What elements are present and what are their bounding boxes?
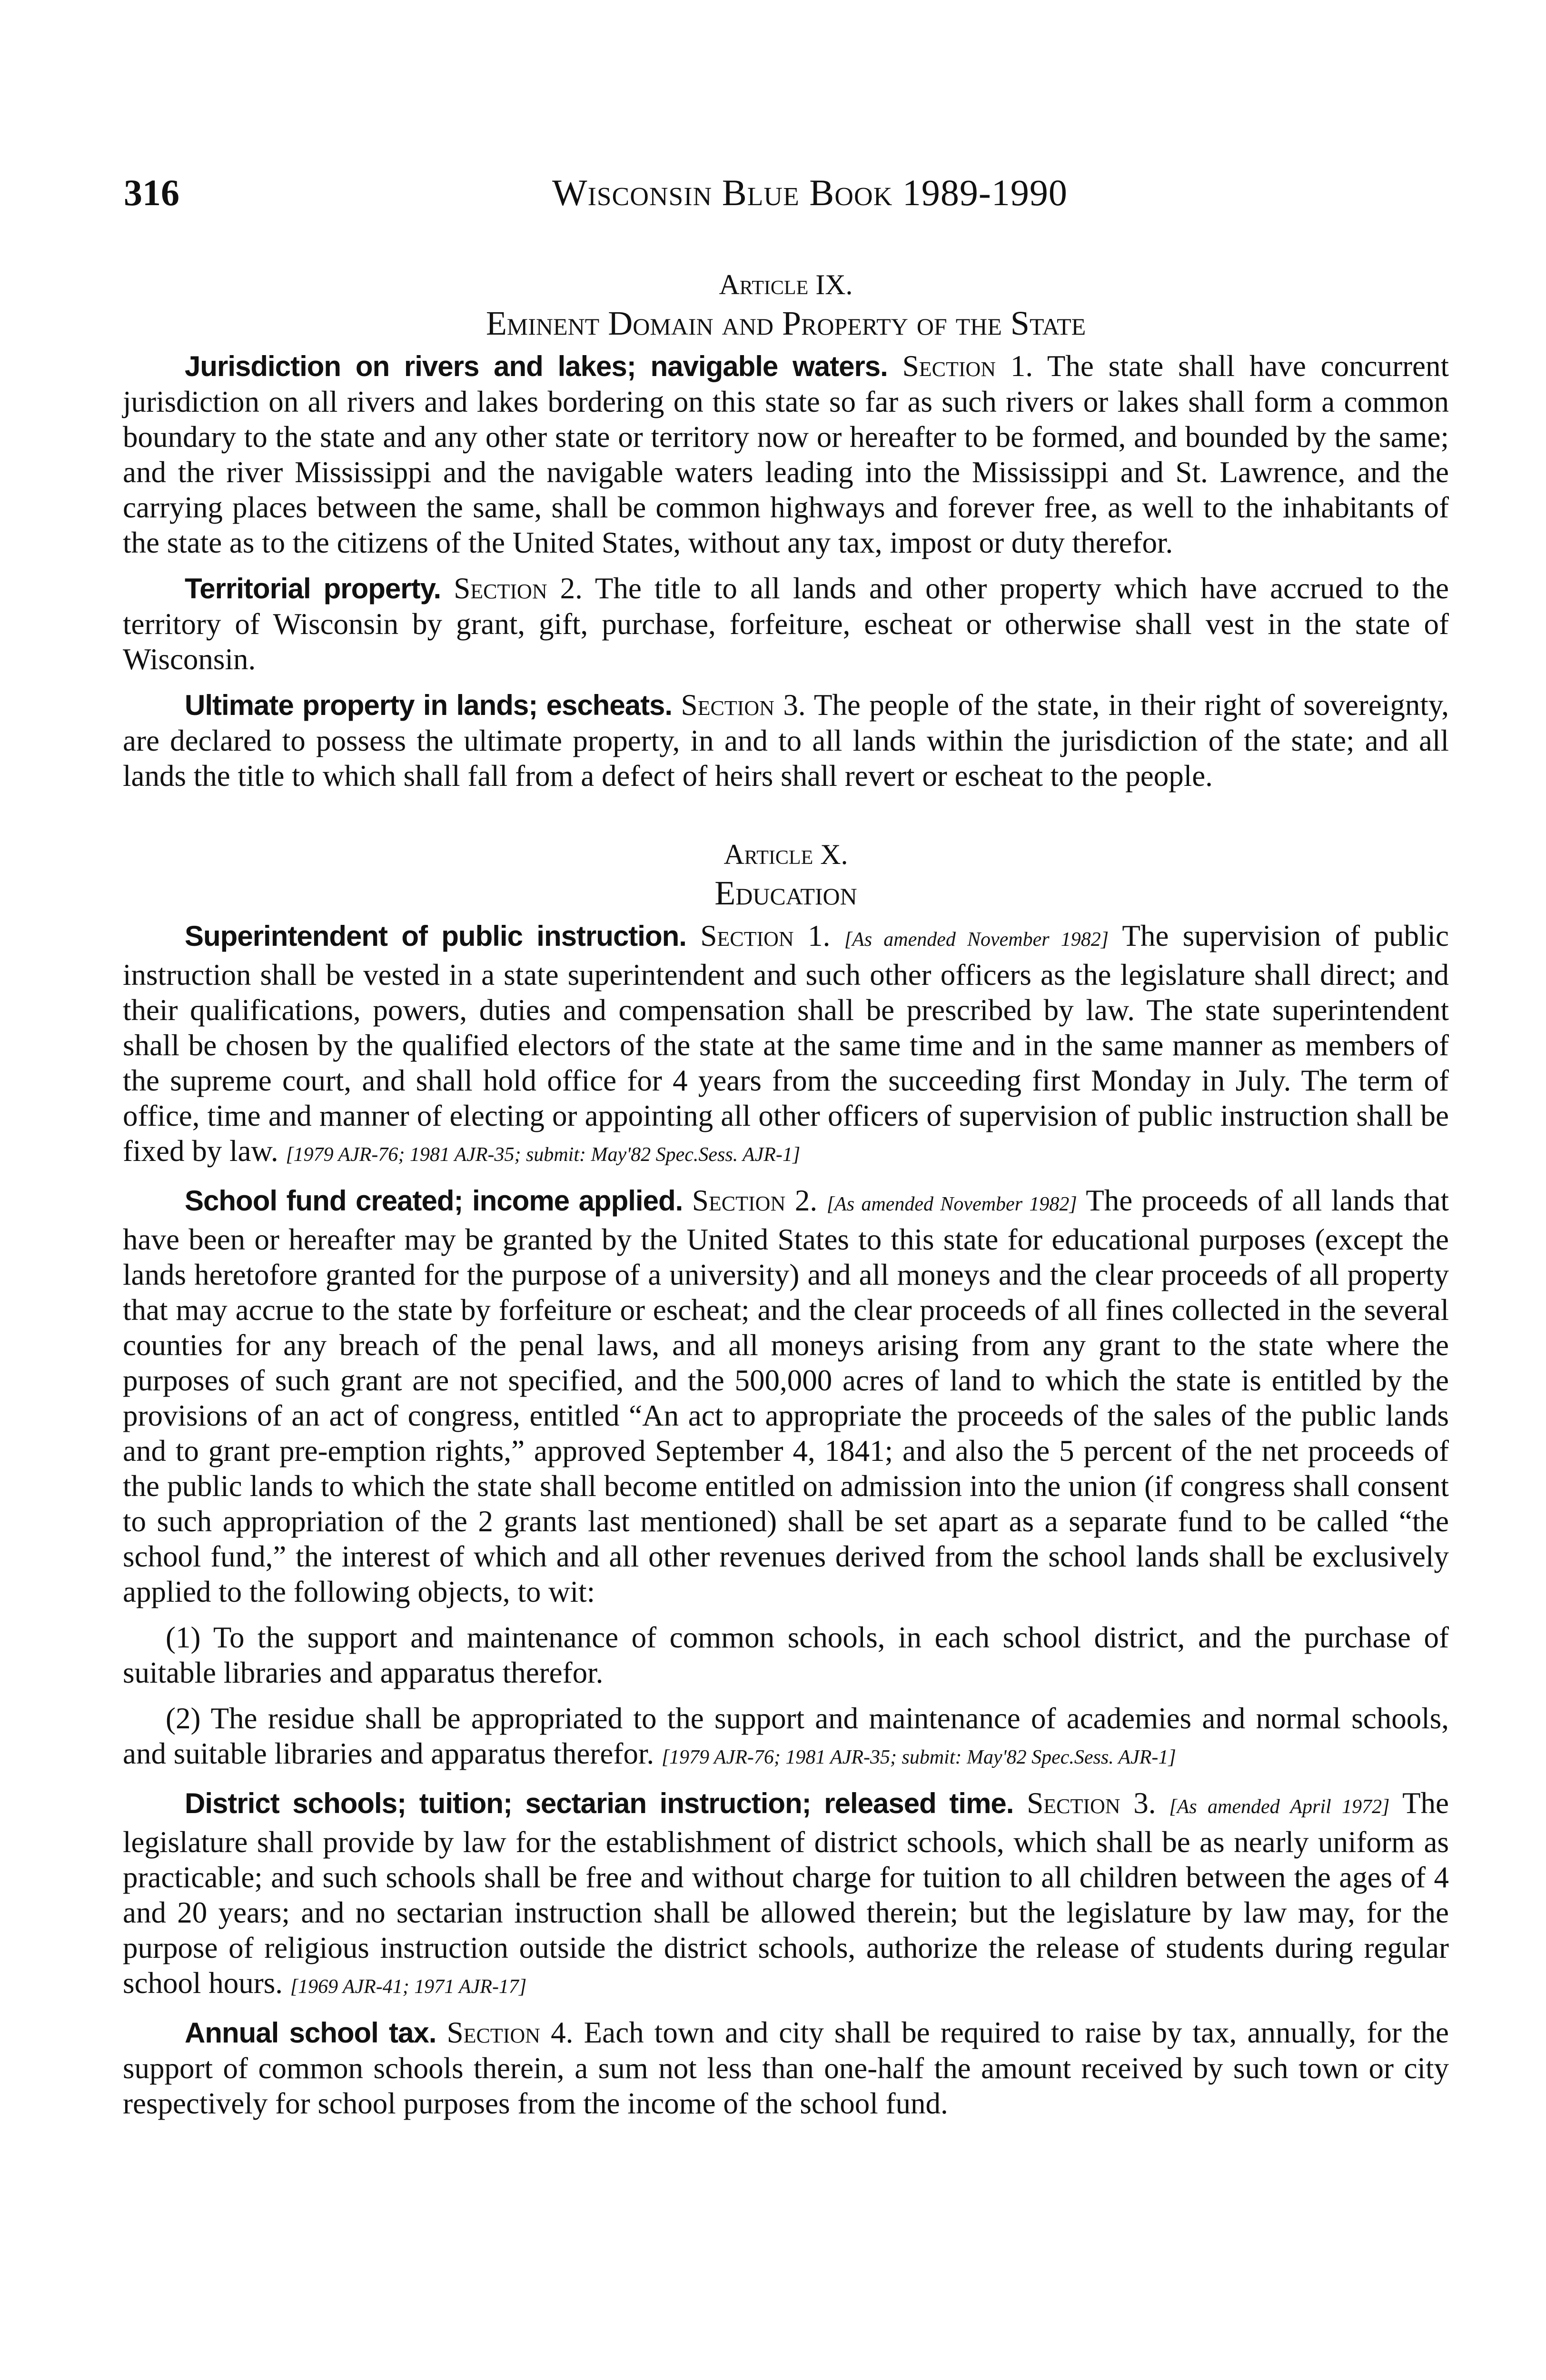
running-head <box>124 171 1437 228</box>
section-label: Section 2. <box>454 572 583 605</box>
article-ix-number: Article IX. <box>719 269 853 300</box>
section-text: The title to all lands and other property which have accrued to the territory of Wisconsin by grant, gift, purchase, forfeiture, escheat or otherwise shall vest in the state of Wisconsin. <box>123 572 1449 676</box>
section-text: The state shall have concurrent jurisdiction on all rivers and lakes bordering on this state so far as such rivers or lakes shall form a common boundary to the state and any other state or territory now or hereafter to be formed, and bounded by the same; and the river Mississippi and the navigable waters leading into the Mississippi and St. Lawrence, and the carrying places between the same, shall be common highways and forever free, as well to the inhabitants of the state as to the citizens of the United States, without any tax, impost or duty therefor. <box>123 349 1449 559</box>
body-text <box>123 267 1449 2132</box>
section-label: Section 4. <box>446 2016 574 2049</box>
section-heading: Annual school tax. <box>185 2017 436 2049</box>
article-x-title: Education <box>714 874 857 912</box>
section-label: Section 2. <box>692 1184 818 1217</box>
article-x-section-2 <box>123 1183 1449 1609</box>
item-text: (2) The residue shall be appropriated to the support and maintenance of academies and normal schools, and suitable libraries and apparatus therefor. <box>123 1702 1449 1770</box>
page-number: 316 <box>124 172 179 213</box>
section-text: Each town and city shall be required to raise by tax, annually, for the support of common schools therein, a sum not less than one-half the amount received by such town or city respectively for school purposes from the income of the school fund. <box>123 2016 1449 2120</box>
article-x-section-3 <box>123 1785 1449 2004</box>
article-ix-title: Eminent Domain and Property of the State <box>486 304 1086 342</box>
article-x-heading <box>123 836 1449 913</box>
item-text: (1) To the support and maintenance of common schools, in each school district, and the purchase of suitable libraries and apparatus therefor. <box>123 1621 1449 1689</box>
section-heading: Ultimate property in lands; escheats. <box>185 689 673 721</box>
history-note: [1979 AJR-76; 1981 AJR-35; submit: May'82 Spec.Sess. AJR-1] <box>661 1746 1176 1768</box>
article-ix-section-3 <box>123 687 1449 793</box>
amendment-note: [As amended April 1972] <box>1169 1796 1390 1818</box>
history-note: [1969 AJR-41; 1971 AJR-17] <box>290 1976 527 1998</box>
book-title: Wisconsin Blue Book 1989-1990 <box>552 172 1068 213</box>
section-label: Section 3. <box>1027 1786 1156 1820</box>
article-ix-section-1 <box>123 348 1449 560</box>
section-text: The supervision of public instruction shall be vested in a state superintendent and such other officers as the legislature shall direct; and their qualifications, powers, duties and compensation shall be prescribed by law. The state superintendent shall be chosen by the qualified electors of the state at the same time and in the same manner as members of the supreme court, and shall hold office for 4 years from the succeeding first Monday in July. The term of office, time and manner of electing or appointing all other officers of supervision of public instruction shall be fixed by law. <box>123 919 1449 1168</box>
article-ix-heading <box>123 267 1449 344</box>
section-text: The legislature shall provide by law for the establishment of district schools, which shall be as nearly uniform as practicable; and such schools shall be free and without charge for tuition to all children between the ages of 4 and 20 years; and no sectarian instruction shall be allowed therein; but the legislature by law may, for the purpose of religious instruction outside the district schools, authorize the release of students during regular school hours. <box>123 1786 1449 2000</box>
section-label: Section 1. <box>902 349 1033 383</box>
section-text: The proceeds of all lands that have been or hereafter may be granted by the United States to this state for educational purposes (except the lands heretofore granted for the purpose of a university) and all moneys and the clear proceeds of all property that may accrue to the state by forfeiture or escheat; and the clear proceeds of all fines collected in the several counties for any breach of the penal laws, and all moneys arising from any grant to the state where the purposes of such grant are not specified, and the 500,000 acres of land to which the state is entitled by the provisions of an act of congress, entitled “An act to appropriate the proceeds of the sales of the public lands and to grant pre-emption rights,” approved September 4, 1841; and also the 5 percent of the net proceeds of the public lands to which the state shall become entitled on admission into the union (if congress shall consent to such appropriation of the 2 grants last mentioned) shall be set apart as a separate fund to be called “the school fund,” the interest of which and all other revenues derived from the school lands shall be exclusively applied to the following objects, to wit: <box>123 1184 1449 1608</box>
article-x-section-1 <box>123 918 1449 1172</box>
section-heading: Territorial property. <box>185 573 441 605</box>
section-heading: School fund created; income applied. <box>185 1185 683 1217</box>
section-heading: District schools; tuition; sectarian instruction; released time. <box>185 1787 1014 1819</box>
section-label: Section 3. <box>681 688 806 722</box>
section-label: Section 1. <box>700 919 831 952</box>
amendment-note: [As amended November 1982] <box>826 1193 1077 1215</box>
section-heading: Superintendent of public instruction. <box>185 920 686 952</box>
amendment-note: [As amended November 1982] <box>844 929 1109 951</box>
article-x-section-2-item-2 <box>123 1701 1449 1775</box>
section-text: The people of the state, in their right of sovereignty, are declared to possess the ultimate property, in and to all lands within the jurisdiction of the state; and all lands the title to which shall fall from a defect of heirs shall revert or escheat to the people. <box>123 688 1449 793</box>
section-heading: Jurisdiction on rivers and lakes; navigable waters. <box>185 350 888 382</box>
article-ix-section-2 <box>123 571 1449 677</box>
article-x-section-2-item-1 <box>123 1620 1449 1690</box>
article-x-section-4 <box>123 2015 1449 2121</box>
history-note: [1979 AJR-76; 1981 AJR-35; submit: May'82 Spec.Sess. AJR-1] <box>286 1144 801 1166</box>
article-x-number: Article X. <box>723 839 848 870</box>
